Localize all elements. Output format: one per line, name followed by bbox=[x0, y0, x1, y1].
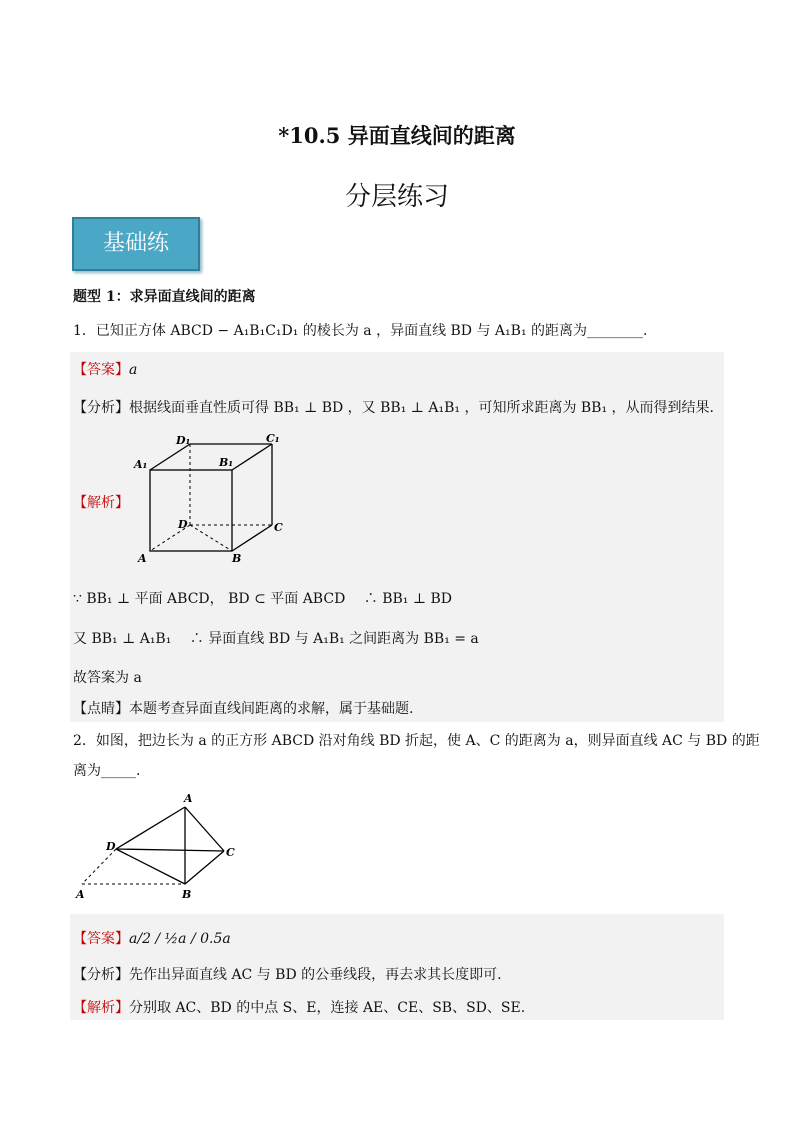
label-d: D bbox=[106, 840, 116, 853]
q2-solution-line bbox=[73, 997, 525, 1017]
page-title: *10.5 异面直线间的距离 bbox=[278, 123, 516, 148]
question-type-heading: 题型 1：求异面直线间的距离 bbox=[73, 289, 256, 305]
label-a-top: A bbox=[184, 792, 193, 805]
label-c1: C₁ bbox=[266, 432, 280, 445]
label-b: B bbox=[182, 888, 192, 901]
page-subtitle: 分层练习 bbox=[344, 182, 449, 212]
analysis-tag: 【分析】 bbox=[73, 967, 129, 983]
label-a1: A₁ bbox=[134, 458, 148, 471]
q1-comment-line bbox=[73, 698, 413, 718]
q1-answer: a bbox=[129, 362, 138, 378]
q2-stem-line2: 离为_____. bbox=[73, 763, 141, 779]
label-b: B bbox=[232, 552, 242, 565]
fold-figure bbox=[72, 792, 252, 904]
q2-stem-line1: 2．如图，把边长为 a 的正方形 ABCD 沿对角线 BD 折起，使 A、C 的距离为 a，则异面直线 AC 与 BD 的距 bbox=[73, 733, 760, 749]
label-c: C bbox=[226, 846, 235, 859]
q1-step2: 又 BB₁ ⊥ A₁B₁ ∴ 异面直线 BD 与 A₁B₁ 之间距离为 BB₁ = a bbox=[73, 631, 479, 647]
analysis-tag: 【分析】 bbox=[73, 400, 129, 416]
q1-answer-line bbox=[73, 359, 137, 379]
comment-tag: 【点睛】 bbox=[73, 701, 129, 717]
q1-analysis: 根据线面垂直性质可得 BB₁ ⊥ BD ，又 BB₁ ⊥ A₁B₁ ，可知所求距离为 BB₁ ，从而得到结果. bbox=[129, 400, 714, 416]
answer-tag: 【答案】 bbox=[73, 362, 129, 378]
q2-solution: 分别取 AC、BD 的中点 S、E，连接 AE、CE、SB、SD、SE. bbox=[129, 1000, 526, 1016]
label-d1: D₁ bbox=[176, 434, 191, 447]
label-b1: B₁ bbox=[219, 456, 234, 469]
q1-solution-line bbox=[73, 492, 129, 512]
q2-analysis-line bbox=[73, 964, 502, 984]
cube-figure bbox=[128, 432, 298, 567]
q1-analysis-line bbox=[73, 397, 714, 417]
label-d: D bbox=[178, 518, 188, 531]
q1-step1: ∵ BB₁ ⊥ 平面 ABCD， BD ⊂ 平面 ABCD ∴ BB₁ ⊥ BD bbox=[73, 591, 452, 607]
label-c: C bbox=[274, 521, 283, 534]
solution-tag: 【解析】 bbox=[73, 495, 129, 511]
q2-answer-line bbox=[73, 928, 231, 948]
q1-step3: 故答案为 a bbox=[73, 670, 142, 686]
q1-comment: 本题考查异面直线间距离的求解，属于基础题. bbox=[129, 701, 414, 717]
label-a: A bbox=[138, 552, 147, 565]
answer-tag: 【答案】 bbox=[73, 931, 129, 947]
q1-stem: 1．已知正方体 ABCD − A₁B₁C₁D₁ 的棱长为 a ，异面直线 BD 与 A₁B₁ 的距离为________. bbox=[73, 323, 648, 339]
q2-answer: a/2 / ½a / 0.5a bbox=[129, 931, 231, 947]
q2-analysis: 先作出异面直线 AC 与 BD 的公垂线段，再去求其长度即可. bbox=[129, 967, 502, 983]
solution-tag: 【解析】 bbox=[73, 1000, 129, 1016]
label-a-bottom: A bbox=[76, 888, 85, 901]
section-badge: 基础练 bbox=[72, 217, 200, 271]
